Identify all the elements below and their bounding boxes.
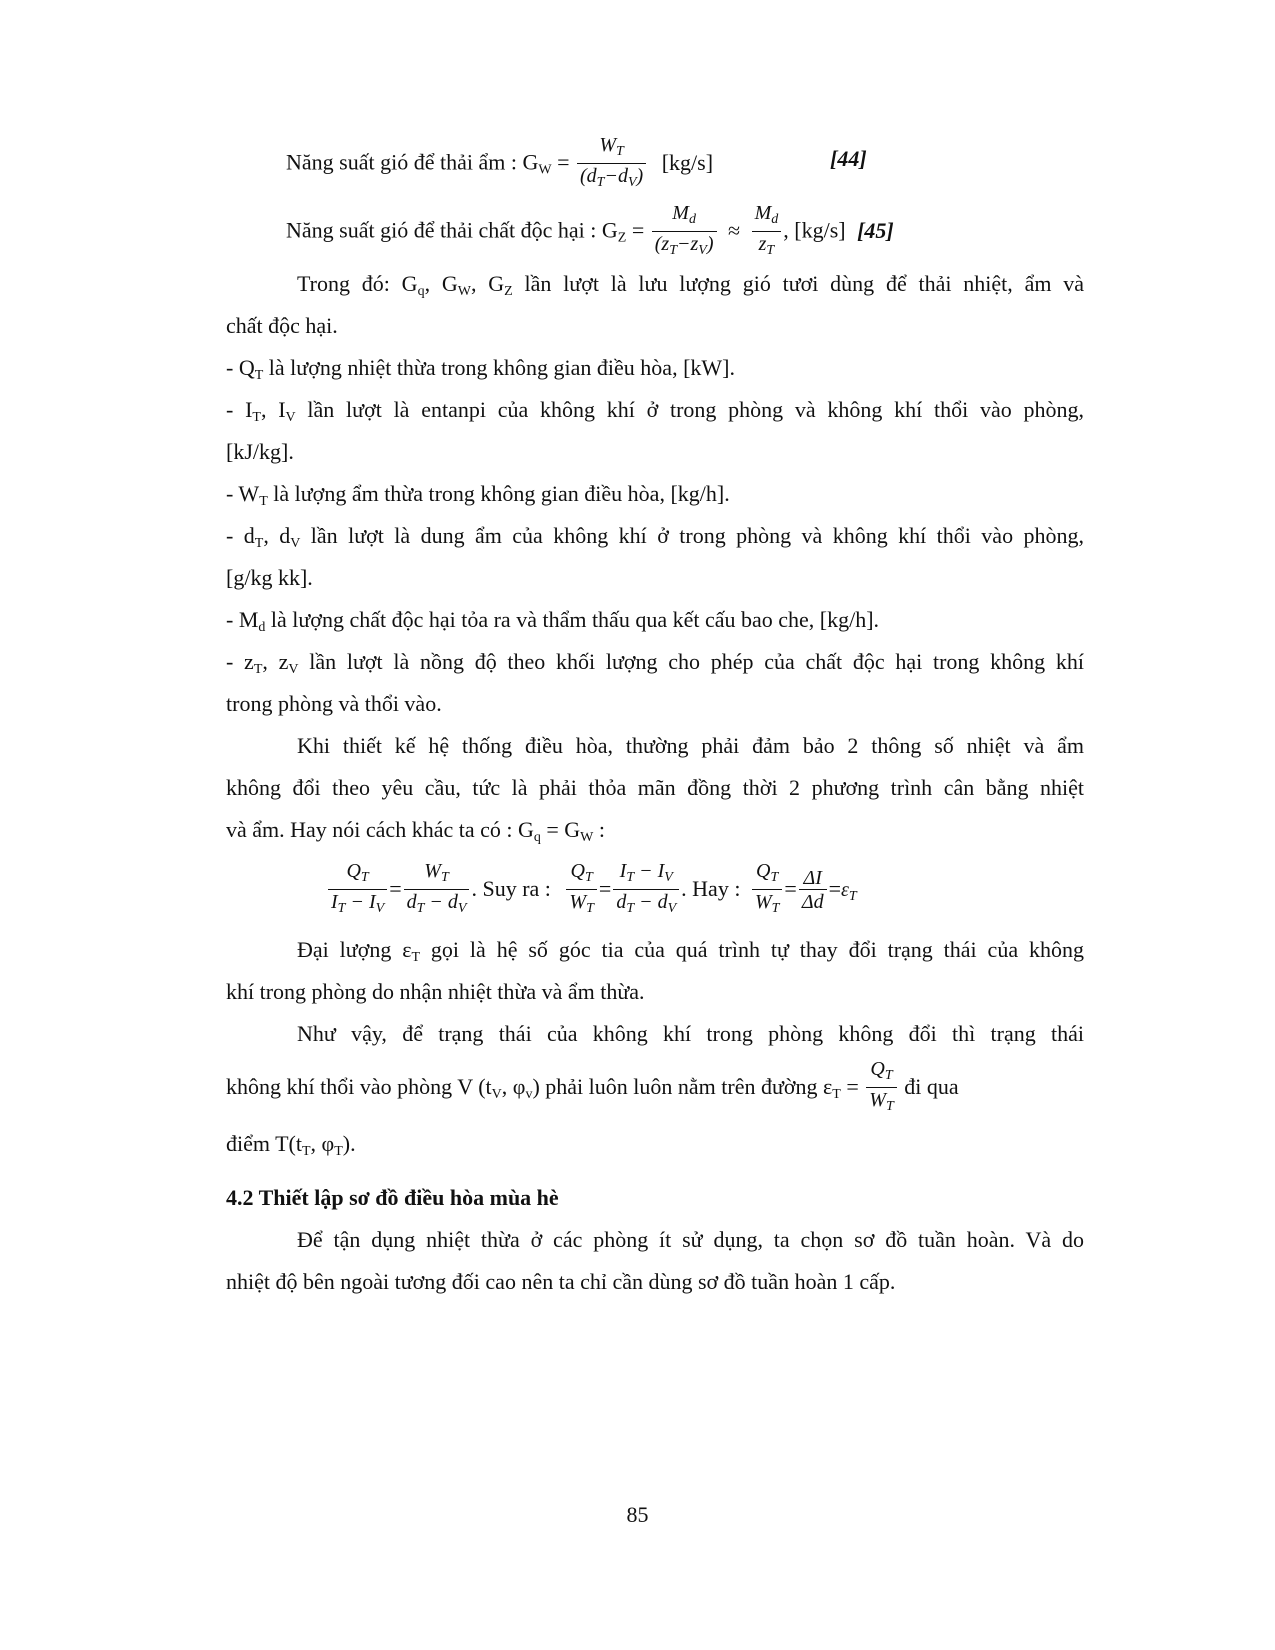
item-wt: - $W_T$ là lượng ẩm thừa trong không gian điều hòa, [kg/h]. (226, 481, 730, 509)
eq45-fraction-1 (652, 202, 717, 263)
frac-delta: $\frac{\Delta I}{\Delta d}$ (799, 867, 827, 914)
eq44-den: $(d_T-d_V)$ (579, 165, 644, 190)
paragraph-5-line-1: Để tận dụng nhiệt thừa ở các phòng ít sử dụng, ta chọn sơ đồ tuần hoàn. Và do (297, 1227, 1084, 1252)
eq45-num2: $M_d$ (752, 202, 782, 232)
section-heading: 4.2 Thiết lập sơ đồ điều hòa mùa hè (226, 1185, 559, 1210)
eq45-ref: [45] (857, 217, 894, 243)
eq44-num: $W_T$ (577, 134, 646, 164)
eq44-unit: [kg/s] (661, 149, 714, 175)
item-zt-line-2: trong phòng và thổi vào. (226, 691, 442, 716)
eq44-label: Năng suất gió để thải ẩm : G (286, 149, 539, 175)
paragraph-2-line-1: Khi thiết kế hệ thống điều hòa, thường phải đảm bảo 2 thông số nhiệt và ẩm (297, 733, 1084, 758)
paragraph-4-line-2: không khí thổi vào phòng V ($t_V$, $\varphi_v$) phải luôn luôn nằm trên đường $\varepsilon_T$ = $\frac{Q_T}{W_T}$ đi qua (226, 1058, 1084, 1116)
item-it-line-1: - $I_T$, $I_V$ lần lượt là entanpi của không khí ở trong phòng và không khí thổi vào phòng, (226, 397, 1085, 425)
equals-3: = (784, 876, 797, 901)
equals-4: = (828, 876, 841, 901)
item-zt-line-1: - $z_T$, $z_V$ lần lượt là nồng độ theo khối lượng cho phép của chất độc hại trong không khí (226, 649, 1085, 677)
frac-wt-dt: $\frac{W_T}{d_T - d_V}$ (404, 860, 470, 921)
eq44-eq: = (551, 149, 570, 175)
paragraph-5-line-2: nhiệt độ bên ngoài tương đối cao nên ta chỉ cần dùng sơ đồ tuần hoàn 1 cấp. (226, 1269, 896, 1294)
frac-epsilon: $\frac{Q_T}{W_T}$ (866, 1058, 896, 1119)
epsilon-t: $\varepsilon_T$ (841, 879, 857, 904)
eq45-approx: ≈ (728, 217, 741, 243)
paragraph-2-line-2: không đổi theo yêu cầu, tức là phải thỏa mãn đồng thời 2 phương trình cân bằng nhiệt (226, 775, 1084, 800)
eq45-eq: = (626, 217, 645, 243)
eq45-den2: $z_T$ (758, 233, 775, 258)
page-number: 85 (626, 1502, 649, 1527)
eq44-fraction (577, 134, 646, 195)
equals-2: = (598, 876, 612, 901)
item-md: - $M_d$ là lượng chất độc hại tỏa ra và thẩm thấu qua kết cấu bao che, [kg/h]. (226, 607, 880, 635)
item-dt-line-2: [g/kg kk]. (226, 565, 313, 590)
paragraph-1-line-2: chất độc hại. (226, 313, 338, 338)
paragraph-1-line-1: Trong đó: $G_q$, $G_W$, $G_Z$ lần lượt là lưu lượng gió tươi dùng để thải nhiệt, ẩm và (297, 271, 1085, 299)
item-it-line-2: [kJ/kg]. (226, 439, 294, 464)
eq45-fraction-2 (752, 202, 782, 263)
paragraph-4-line-1: Như vậy, để trạng thái của không khí trong phòng không đổi thì trạng thái (297, 1021, 1084, 1046)
eq45-sub: Z (617, 230, 627, 246)
frac-qt-it: $\frac{Q_T}{I_T - I_V}$ (328, 860, 387, 921)
paragraph-3-line-1: Đại lượng $\varepsilon_T$ gọi là hệ số góc tia của quá trình tự thay đổi trạng thái của không (297, 937, 1084, 965)
equation-balance (326, 858, 1184, 920)
eq44-sub: W (538, 162, 552, 178)
eq44-ref: [44] (830, 146, 867, 171)
paragraph-2-line-3: và ẩm. Hay nói cách khác ta có : $G_q = G_W$ : (226, 817, 606, 845)
eq45-label: Năng suất gió để thải chất độc hại : G (286, 217, 618, 243)
frac-i-d: $\frac{I_T - I_V}{d_T - d_V}$ (613, 860, 679, 921)
frac-qt-wt-2: $\frac{Q_T}{W_T}$ (752, 860, 782, 921)
frac-qt-wt: $\frac{Q_T}{W_T}$ (566, 860, 596, 921)
equation-44 (286, 134, 1144, 190)
paragraph-3-line-2: khí trong phòng do nhận nhiệt thừa và ẩm thừa. (226, 979, 645, 1004)
paragraph-4-line-3: điểm $T(t_T$, $\varphi_T$). (226, 1131, 356, 1159)
suy-ra-text: . Suy ra : (471, 876, 551, 901)
eq45-num: $M_d$ (652, 202, 717, 232)
eq45-den: $(z_T-z_V)$ (654, 233, 714, 258)
equals-1: = (389, 876, 402, 901)
equation-45 (286, 202, 1144, 258)
item-dt-line-1: - $d_T$, $d_V$ lần lượt là dung ẩm của không khí ở trong phòng và không khí thổi vào phòng, (226, 523, 1084, 551)
item-qt: - $Q_T$ là lượng nhiệt thừa trong không gian điều hòa, [kW]. (226, 355, 735, 383)
hay-text: . Hay : (681, 876, 741, 901)
eq45-unit: , [kg/s] (783, 217, 846, 243)
